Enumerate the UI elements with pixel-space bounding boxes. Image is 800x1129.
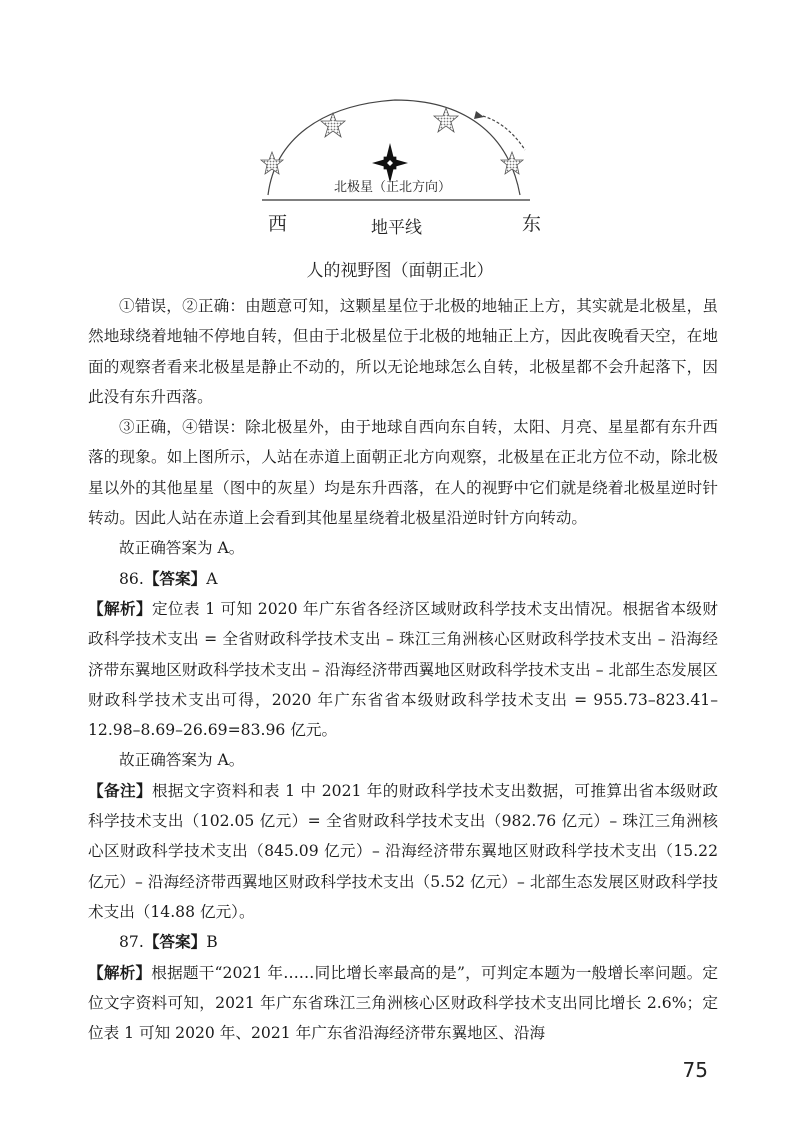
sky-view-figure: [0, 0, 800, 290]
q86-answer: A: [206, 569, 218, 588]
question-86-note: [88, 776, 718, 927]
q87-analysis-text: 根据题干“2021 年……同比增长率最高的是”，可判定本题为一般增长率问题。定位文字资料可知，2021 年广东省珠江三角洲核心区财政科学技术支出同比增长 2.6%；定位表 1 可知 2020 年、2021 年广东省沿海经济带东翼地区、沿海: [88, 963, 718, 1043]
q86-number: 86.: [119, 569, 144, 588]
q87-answer-tag: 【答案】: [143, 933, 207, 952]
rotation-arrow: [478, 115, 525, 150]
q87-answer: B: [206, 933, 218, 952]
question-87-answer: [88, 927, 718, 957]
q87-analysis-tag: 【解析】: [88, 963, 152, 982]
note-tag: 【备注】: [88, 781, 152, 800]
question-87-analysis: [88, 958, 718, 1049]
figure-caption: 人的视野图（面朝正北）: [306, 261, 494, 281]
q86-analysis-tag: 【解析】: [88, 599, 152, 618]
paragraph-1: ①错误，②正确：由题意可知，这颗星星位于北极的地轴正上方，其实就是北极星，虽然地球绕着地轴不停地自转，但由于北极星位于北极的地轴正上方，因此夜晚看天空，在地面的观察者看来北极星是静止不动的，所以无论地球怎么自转，北极星都不会升起落下，因此没有东升西落。: [88, 297, 718, 406]
west-label: 西: [268, 213, 288, 235]
question-86-answer: [88, 564, 718, 594]
arrow-head: [474, 111, 484, 119]
grey-star-upper-right: [434, 108, 458, 132]
answer-explanation: [88, 291, 718, 1048]
note-text: 根据文字资料和表 1 中 2021 年的财政科学技术支出数据，可推算出省本级财政科学技术支出（102.05 亿元）= 全省财政科学技术支出（982.76 亿元）– 珠江三角洲核心区财政科学技术支出（845.09 亿元）– 沿海经济带东翼地区财政科学技术支出（15.22 亿元）– 沿海经济带西翼地区财政科学技术支出（5.52 亿元）– 北部生态发展区财政科学技术支出（14.88 亿元）。: [88, 781, 718, 921]
q87-number: 87.: [119, 933, 144, 952]
q86-answer-tag: 【答案】: [143, 569, 207, 588]
paragraph-3: 故正确答案为 A。: [119, 539, 245, 558]
grey-star-right: [501, 152, 523, 174]
paragraph-2: ③正确，④错误：除北极星外，由于地球自西向东自转，太阳、月亮、星星都有东升西落的现象。如上图所示，人站在赤道上面朝正北方向观察，北极星在正北方位不动，除北极星以外的其他星星（图中的灰星）均是东升西落，在人的视野中它们就是绕着北极星逆时针转动。因此人站在赤道上会看到其他星星绕着北极星沿逆时针方向转动。: [88, 418, 718, 528]
polaris-label: 北极星（正北方向）: [334, 180, 452, 195]
grey-star-left: [261, 152, 283, 174]
q86-conclusion: 故正确答案为 A。: [119, 751, 245, 770]
horizon-label: 地平线: [371, 218, 422, 238]
sky-diagram: [0, 0, 800, 290]
question-86-analysis: [88, 594, 718, 745]
east-label: 东: [522, 213, 542, 235]
page-number: 75: [682, 1058, 708, 1082]
q86-analysis-text: 定位表 1 可知 2020 年广东省各经济区域财政科学技术支出情况。根据省本级财政科学技术支出 = 全省财政科学技术支出 – 珠江三角洲核心区财政科学技术支出 – 沿海经济带东翼地区财政科学技术支出 – 沿海经济带西翼地区财政科学技术支出 – 北部生态发展区财政科学技术支出可得，2020 年广东省省本级财政科学技术支出 = 955.73–823.41–12.98–8.69–26.69=83.96 亿元。: [88, 599, 718, 740]
